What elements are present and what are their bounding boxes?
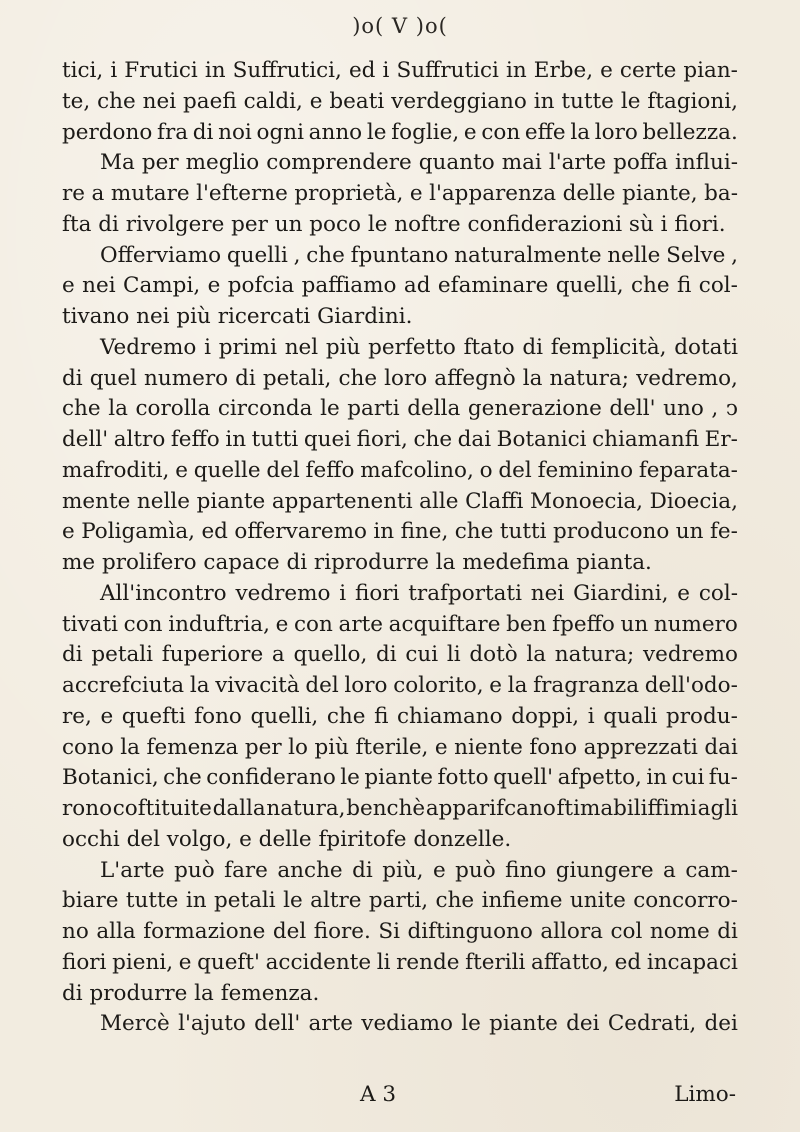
text-line: occhi del volgo, e delle fpiritofe donzelle. — [62, 826, 512, 852]
text-line: fiori pieni, e queft' accidente li rende fterili affatto, ed incapaci — [62, 949, 738, 975]
text-line: Ma per meglio comprendere quanto mai l'arte poffa influi- — [100, 150, 738, 176]
text-line: re, e quefti fono quelli, che fi chiamano doppi, i quali produ- — [62, 703, 738, 729]
text-line: e nei Campi, e pofcia paffiamo ad efaminare quelli, che fi col- — [62, 273, 738, 299]
text-line: tivati con induftria, e con arte acquiftare ben fpeffo un numero — [62, 611, 738, 637]
text-line: rono coftituite dalla natura, benchè apparifcano ftimabiliffimi agli — [62, 796, 738, 821]
text-line: mente nelle piante appartenenti alle Claffi Monoecia, Dioecia, — [62, 488, 738, 514]
text-line: Offerviamo quelli , che fpuntano naturalmente nelle Selve , — [100, 242, 738, 268]
page-footer — [62, 1080, 738, 1110]
text-line: di quel numero di petali, che loro affegnò la natura; vedremo, — [62, 365, 738, 391]
text-line: mafroditi, e quelle del feffo mafcolino, o del feminino feparata- — [62, 457, 738, 483]
text-line: fta di rivolgere per un poco le noftre confiderazioni sù i fiori. — [62, 211, 726, 237]
text-line: re a mutare l'efterne proprietà, e l'apparenza delle piante, ba- — [62, 181, 738, 206]
text-line: Mercè l'ajuto dell' arte vediamo le piante dei Cedrati, dei — [100, 1011, 738, 1037]
text-line: no alla formazione del fiore. Si diftinguono allora col nome di — [62, 919, 738, 944]
text-line: Vedremo i primi nel più perfetto ftato di femplicità, dotati — [100, 334, 738, 360]
text-line: che la corolla circonda le parti della generazione dell' uno , ↄ — [62, 396, 738, 422]
text-line: e Poligamìa, ed offervaremo in fine, che tutti producono un fe- — [62, 519, 738, 545]
text-line: perdono fra di noi ogni anno le foglie, e con effe la loro bellezza. — [62, 119, 738, 145]
text-line: di petali fuperiore a quello, di cui li dotò la natura; vedremo — [62, 642, 738, 668]
text-line: All'incontro vedremo i fiori trafportati nei Giardini, e col- — [100, 580, 738, 606]
text-line: dell' altro feffo in tutti quei fiori, che dai Botanici chiamanfi Er- — [62, 427, 738, 452]
text-line: biare tutte in petali le altre parti, che infieme unite concorro- — [62, 888, 738, 914]
signature-mark: A 3 — [360, 1082, 397, 1107]
text-line: Botanici, che confiderano le piante fotto quell' afpetto, in cui fu- — [62, 765, 738, 791]
text-line: tici, i Frutici in Suffrutici, ed i Suffrutici in Erbe, e certe pian- — [62, 58, 738, 83]
catchword: Limo- — [674, 1082, 736, 1107]
text-line: cono la femenza per lo più fterile, e niente fono apprezzati dai — [62, 734, 738, 760]
text-line: di produrre la femenza. — [62, 980, 320, 1006]
text-line: accrefciuta la vivacità del loro colorito, e la fragranza dell'odo- — [62, 673, 738, 698]
text-line: tivano nei più ricercati Giardini. — [62, 304, 413, 329]
text-line: te, che nei paefi caldi, e beati verdeggiano in tutte le ftagioni, — [62, 88, 738, 114]
body-text — [62, 56, 738, 1040]
text-line: me prolifero capace di riprodurre la medefima pianta. — [62, 550, 652, 575]
running-head: )o( V )o( — [352, 14, 448, 38]
text-line: L'arte può fare anche di più, e può fino giungere a cam- — [100, 857, 738, 883]
